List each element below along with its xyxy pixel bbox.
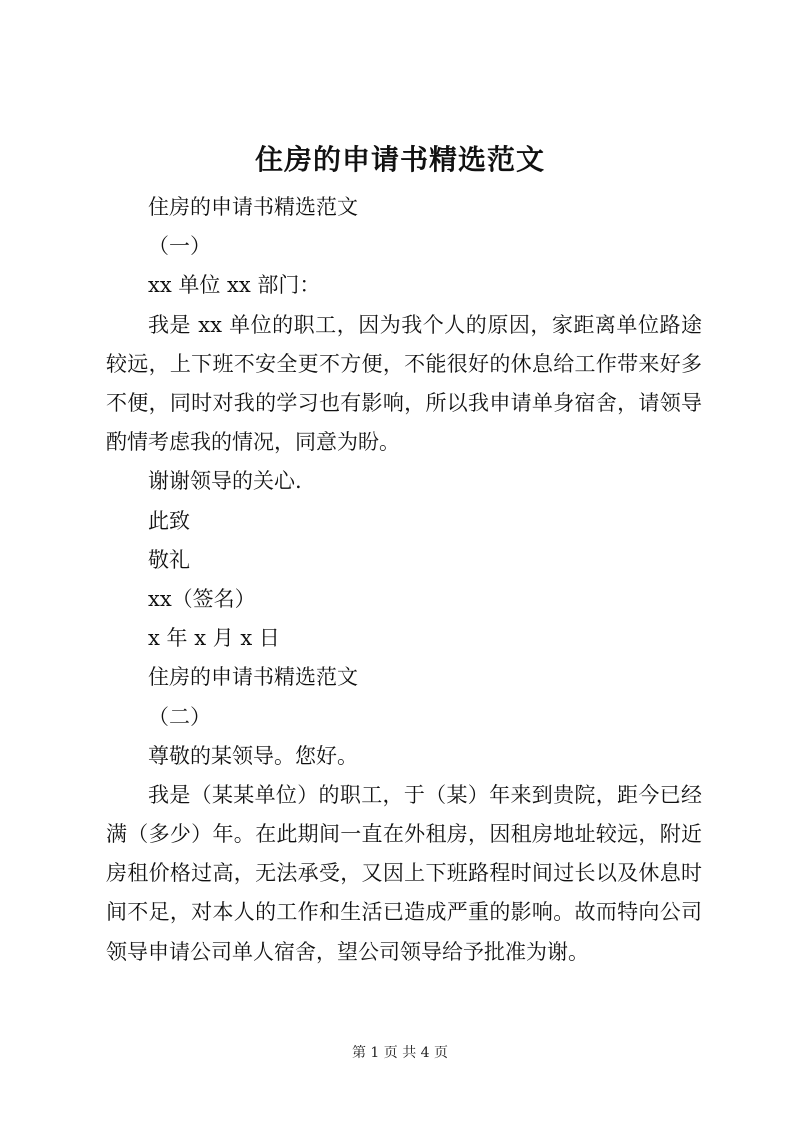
salutation-2: 尊敬的某领导。您好。 (148, 743, 358, 768)
thanks-line: 谢谢领导的关心. (148, 469, 302, 494)
salutation-1: xx 单位 xx 部门： (148, 273, 321, 298)
document-title: 住房的申请书精选范文 (254, 143, 545, 176)
document-body (106, 188, 702, 972)
section-heading-2: 住房的申请书精选范文 (148, 665, 358, 690)
body-paragraph-2: 我是（某某单位）的职工，于（某）年来到贵院，距今已经满（多少）年。在此期间一直在外租房，因租房地址较远，附近房租价格过高，无法承受，又因上下班路程时间过长以及休息时间不足，对本人的工作和生活已造成严重的影响。故而特向公司领导申请公司单人宿舍，望公司领导给予批准为谢。 (106, 782, 702, 964)
page-footer: 第 1 页 共 4 页 (351, 1045, 449, 1061)
closing-cizhi: 此致 (148, 508, 190, 533)
signature-line: xx（签名） (148, 586, 256, 611)
body-paragraph-1: 我是 xx 单位的职工，因为我个人的原因，家距离单位路途较远，上下班不安全更不方便，不能很好的休息给工作带来好多不便，同时对我的学习也有影响，所以我申请单身宿舍，请领导酌情考虑我的情况，同意为盼。 (106, 312, 702, 455)
section-number-2: （二） (148, 704, 211, 729)
section-heading-1: 住房的申请书精选范文 (148, 195, 358, 219)
date-line: x 年 x 月 x 日 (148, 626, 280, 651)
section-number-1: （一） (148, 234, 211, 259)
closing-jingli: 敬礼 (148, 547, 190, 572)
